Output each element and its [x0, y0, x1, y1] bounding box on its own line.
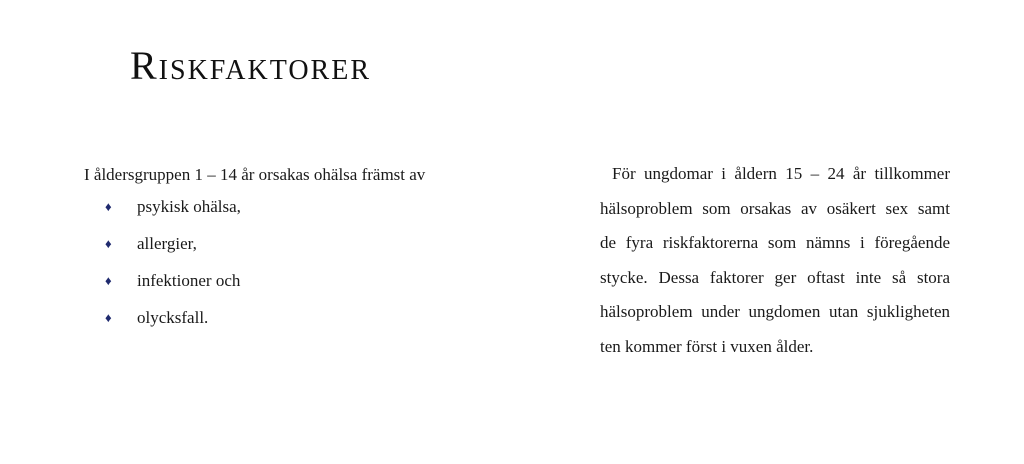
list-item-text: allergier,: [137, 234, 197, 253]
paragraph-line: hälsoproblem under ungdomen utan sjukligheten: [600, 302, 950, 321]
list-item: [84, 194, 504, 231]
page-title: Riskfaktorer: [130, 43, 372, 88]
paragraph-line: de fyra riskfaktorerna som nämns i föregående: [600, 233, 950, 252]
list-item-text: infektioner och: [137, 271, 241, 290]
list-item: [84, 305, 504, 342]
list-item: [84, 268, 504, 305]
paragraph-line: För ungdomar i åldern 15 – 24 år tillkommer: [612, 164, 950, 183]
list-item-text: olycksfall.: [137, 308, 209, 327]
intro-text: I åldersgruppen 1 – 14 år orsakas ohälsa främst av: [84, 165, 426, 184]
list-item: [84, 231, 504, 268]
paragraph-line: ten kommer först i vuxen ålder.: [600, 336, 814, 356]
diamond-bullet-icon: ♦: [105, 199, 112, 214]
diamond-bullet-icon: ♦: [105, 236, 112, 251]
left-column: [84, 162, 504, 342]
paragraph-line: stycke. Dessa faktorer ger oftast inte så stora: [600, 267, 950, 287]
paragraph-line: hälsoproblem som orsakas av osäkert sex samt: [600, 198, 950, 218]
diamond-bullet-icon: ♦: [105, 273, 112, 288]
list-item-text: psykisk ohälsa,: [137, 197, 241, 216]
risk-factor-list: [84, 194, 504, 342]
right-paragraph: [600, 160, 950, 367]
diamond-bullet-icon: ♦: [105, 310, 112, 325]
